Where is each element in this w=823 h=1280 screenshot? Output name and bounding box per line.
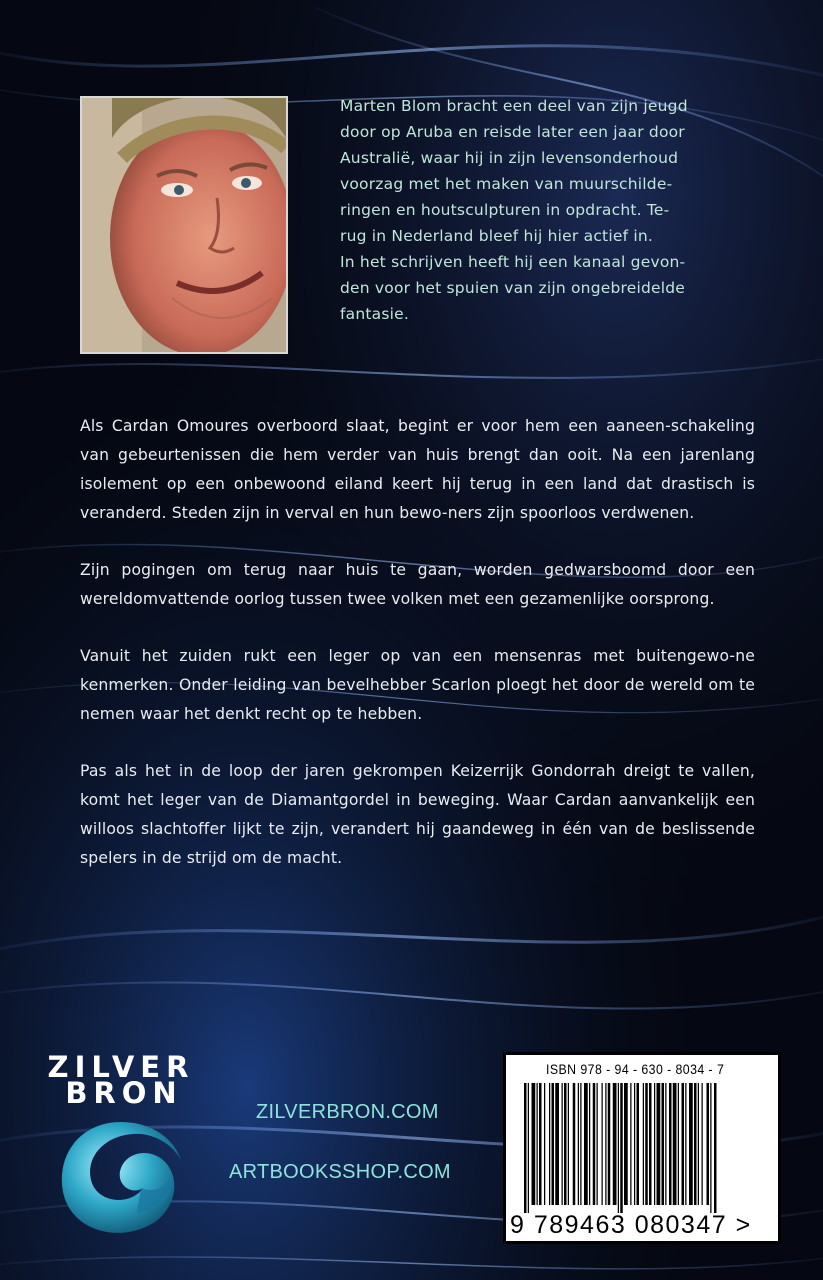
publisher-link-zilverbron[interactable]: ZILVERBRON.COM (256, 1101, 439, 1123)
author-bio (340, 93, 760, 327)
bio-line: In het schrijven heeft hij een kanaal gevon- (340, 253, 686, 271)
publisher-link-artbooksshop[interactable]: ARTBOOKSSHOP.COM (229, 1161, 451, 1183)
logo-line-2: BRON (65, 1076, 183, 1110)
isbn-label: ISBN 978 - 94 - 630 - 8034 - 7 (546, 1061, 725, 1077)
author-portrait (82, 98, 286, 352)
author-photo (80, 96, 288, 354)
bio-line: Marten Blom bracht een deel van zijn jeugd (340, 97, 688, 115)
author-bio-text (340, 93, 760, 327)
bio-line: rug in Nederland bleef hij hier actief in. (340, 227, 654, 245)
bio-line: Australië, waar hij in zijn levensonderhoud (340, 149, 679, 167)
ean-digits: 9 789463 080347 > (510, 1211, 752, 1239)
barcode-bars-icon (524, 1083, 764, 1213)
synopsis-paragraph-2: Zijn pogingen om terug naar huis te gaan, worden gedwarsboomd door een wereldomvattende oorlog tussen twee volken met een gezamenlijke oorsprong. (80, 561, 755, 608)
bio-line: door op Aruba en reisde later een jaar door (340, 123, 685, 141)
bio-line: voorzag met het maken van muurschilde- (340, 175, 673, 193)
bio-line: ringen en houtsculpturen in opdracht. Te- (340, 201, 670, 219)
bio-line: den voor het spuien van zijn ongebreidelde (340, 279, 686, 297)
synopsis-paragraph-3: Vanuit het zuiden rukt een leger op van een mensenras met buitengewo-ne kenmerken. Onder leiding van bevelhebber Scarlon ploegt het door de wereld om te nemen waar het denkt recht op te hebben. (80, 647, 755, 723)
book-synopsis (80, 412, 755, 901)
publisher-logo (46, 1050, 196, 1240)
synopsis-paragraph-1: Als Cardan Omoures overboord slaat, begint er voor hem een aaneen-schakeling van gebeurtenissen die hem verder van huis brengt dan ooit. Na een jarenlang isolement op een onbewoond eiland keert hij terug in een land dat drastisch is veranderd. Steden zijn in verval en hun bewo-ners zijn spoorloos verdwenen. (80, 417, 755, 522)
synopsis-paragraph-4: Pas als het in de loop der jaren gekrompen Keizerrijk Gondorrah dreigt te vallen, komt het leger van de Diamantgordel in beweging. Waar Cardan aanvankelijk een willoos slachtoffer lijkt te zijn, verandert hij gaandeweg in één van de beslissende spelers in de strijd om de macht. (80, 762, 755, 867)
logo-line-1: ZILVER (47, 1050, 195, 1084)
isbn-barcode (503, 1052, 781, 1244)
swirl-logo-icon (51, 1114, 191, 1244)
bio-line: fantasie. (340, 305, 409, 323)
